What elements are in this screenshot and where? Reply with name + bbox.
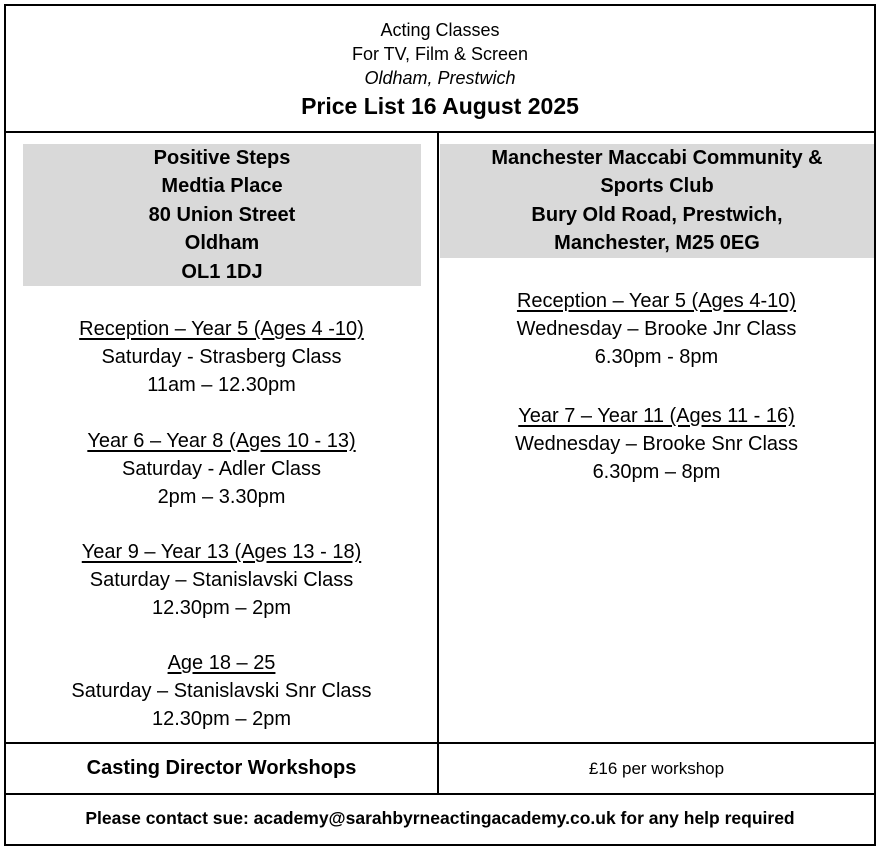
class-ages: Age 18 – 25 bbox=[167, 652, 276, 674]
class-day: Saturday - Adler Class bbox=[122, 458, 321, 480]
price-list-document bbox=[4, 4, 876, 846]
class-time: 11am – 12.30pm bbox=[147, 374, 296, 396]
class-block bbox=[6, 538, 437, 622]
address-line: Manchester Maccabi Community & bbox=[491, 147, 823, 169]
address-line: Positive Steps bbox=[153, 147, 291, 169]
page-title: Price List 16 August 2025 bbox=[301, 93, 579, 119]
address-line: Bury Old Road, Prestwich, bbox=[531, 203, 783, 226]
class-ages: Year 7 – Year 11 (Ages 11 - 16) bbox=[518, 405, 795, 427]
workshop-label: Casting Director Workshops bbox=[86, 757, 357, 779]
class-day: Saturday – Stanislavski Snr Class bbox=[71, 680, 372, 702]
class-ages: Year 6 – Year 8 (Ages 10 - 13) bbox=[87, 430, 356, 452]
class-block bbox=[6, 315, 437, 399]
class-time: 12.30pm – 2pm bbox=[152, 708, 291, 730]
venue-address-oldham bbox=[23, 144, 421, 286]
class-ages: Year 9 – Year 13 (Ages 13 - 18) bbox=[81, 541, 362, 563]
address-line: Manchester, M25 0EG bbox=[554, 232, 760, 255]
class-day: Saturday - Strasberg Class bbox=[101, 346, 342, 368]
class-block bbox=[6, 427, 437, 511]
class-time: 12.30pm – 2pm bbox=[152, 597, 291, 619]
header-line-2: For TV, Film & Screen bbox=[351, 44, 529, 64]
workshop-price: £16 per workshop bbox=[588, 758, 725, 778]
address-line: Sports Club bbox=[600, 175, 714, 198]
class-time: 2pm – 3.30pm bbox=[157, 486, 286, 508]
address-line: Oldham bbox=[184, 232, 260, 255]
class-time: 6.30pm - 8pm bbox=[594, 346, 719, 368]
class-block bbox=[6, 649, 437, 733]
venue-address-prestwich bbox=[440, 144, 874, 258]
class-block bbox=[439, 287, 874, 371]
class-day: Wednesday – Brooke Snr Class bbox=[514, 433, 799, 455]
contact-line: Please contact sue: academy@sarahbyrneactingacademy.co.uk for any help required bbox=[85, 808, 795, 828]
class-time: 6.30pm – 8pm bbox=[592, 461, 721, 483]
class-day: Saturday – Stanislavski Class bbox=[89, 569, 354, 591]
class-day: Wednesday – Brooke Jnr Class bbox=[516, 318, 797, 340]
page-header bbox=[6, 6, 874, 132]
class-ages: Reception – Year 5 (Ages 4 -10) bbox=[79, 318, 364, 340]
address-line: OL1 1DJ bbox=[181, 260, 263, 283]
class-ages: Reception – Year 5 (Ages 4-10) bbox=[516, 290, 797, 312]
header-line-3: Oldham, Prestwich bbox=[364, 68, 516, 88]
address-line: Medtia Place bbox=[161, 175, 283, 198]
header-line-1: Acting Classes bbox=[380, 20, 500, 40]
address-line: 80 Union Street bbox=[148, 203, 296, 226]
class-block bbox=[439, 402, 874, 486]
